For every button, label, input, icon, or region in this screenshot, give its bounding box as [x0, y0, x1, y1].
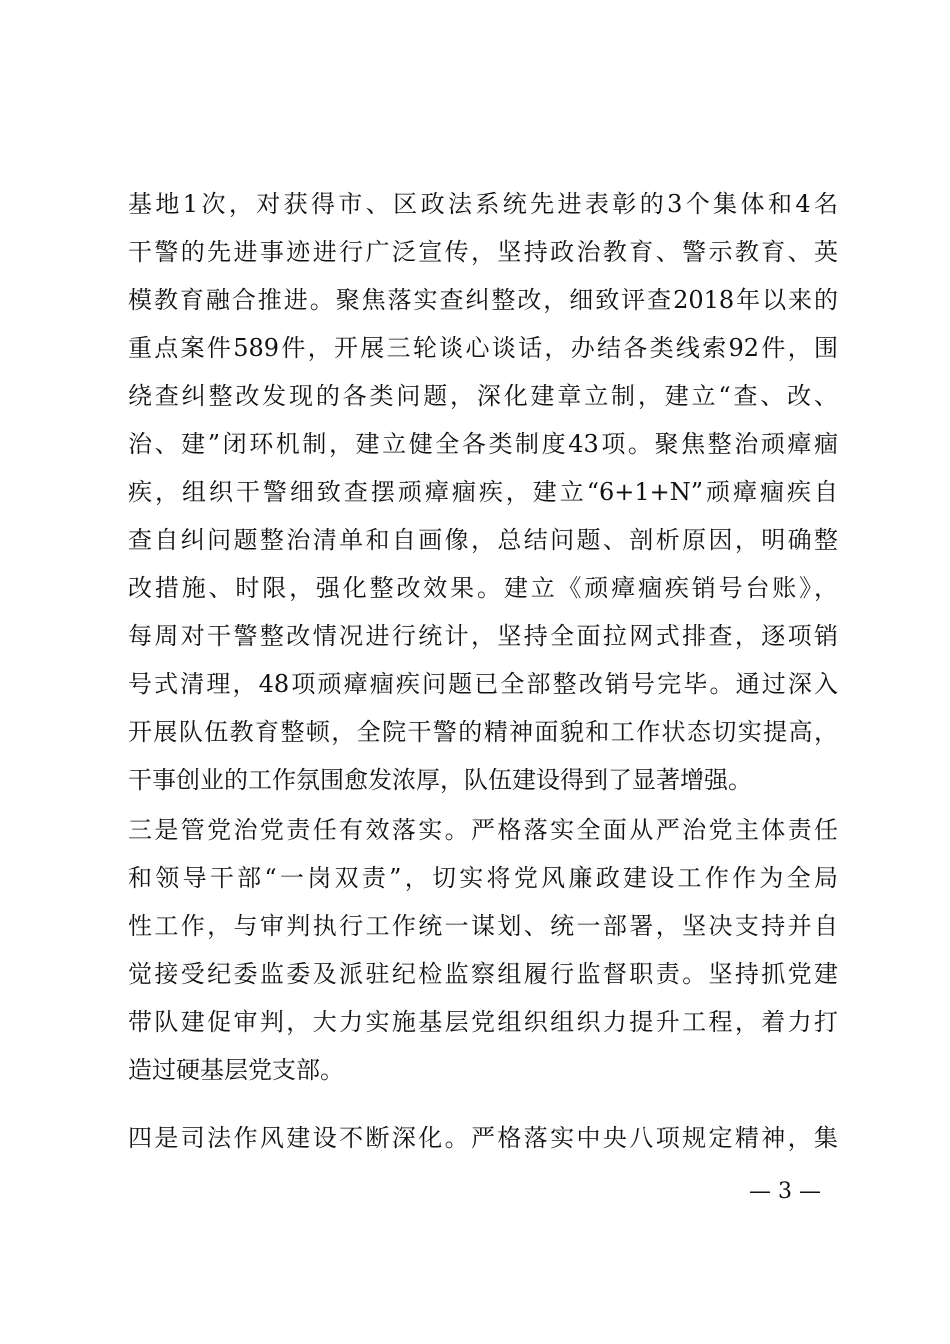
- text-line: 和领导干部“一岗双责”，切实将党风廉政建设工作作为全局: [128, 864, 838, 892]
- text-line: 模教育融合推进。聚焦落实查纠整改，细致评查2018年以来的: [128, 286, 838, 314]
- text-line: 号式清理，48项顽瘴痼疾问题已全部整改销号完毕。通过深入: [128, 670, 838, 698]
- text-line: 开展队伍教育整顿，全院干警的精神面貌和工作状态切实提高，: [128, 718, 838, 746]
- text-line: 四是司法作风建设不断深化。严格落实中央八项规定精神，集: [128, 1124, 838, 1152]
- text-line: 三是管党治党责任有效落实。严格落实全面从严治党主体责任: [128, 816, 838, 844]
- text-line: 干事创业的工作氛围愈发浓厚，队伍建设得到了显著增强。: [128, 766, 752, 794]
- paragraph-team-building: [128, 180, 838, 804]
- page-number: — 3 —: [749, 1179, 821, 1204]
- text-line: 觉接受纪委监委及派驻纪检监察组履行监督职责。坚持抓党建: [128, 960, 838, 988]
- text-line: 改措施、时限，强化整改效果。建立《顽瘴痼疾销号台账》，: [128, 574, 838, 602]
- text-line: 治、建”闭环机制，建立健全各类制度43项。聚焦整治顽瘴痼: [128, 430, 838, 458]
- text-line: 基地1次，对获得市、区政法系统先进表彰的3个集体和4名: [128, 190, 838, 218]
- text-line: 干警的先进事迹进行广泛宣传，坚持政治教育、警示教育、英: [128, 238, 838, 266]
- text-line: 疾，组织干警细致查摆顽瘴痼疾，建立“6+1+N”顽瘴痼疾自: [128, 478, 838, 506]
- text-line: 绕查纠整改发现的各类问题，深化建章立制，建立“查、改、: [128, 382, 838, 410]
- paragraph-party-responsibility: [128, 806, 838, 1094]
- text-line: 重点案件589件，开展三轮谈心谈话，办结各类线索92件，围: [128, 334, 838, 362]
- text-line: 性工作，与审判执行工作统一谋划、统一部署，坚决支持并自: [128, 912, 838, 940]
- text-line: 查自纠问题整治清单和自画像，总结问题、剖析原因，明确整: [128, 526, 838, 554]
- paragraph-judicial-style: [128, 1114, 838, 1162]
- text-line: 每周对干警整改情况进行统计，坚持全面拉网式排查，逐项销: [128, 622, 838, 650]
- text-line: 带队建促审判，大力实施基层党组织组织力提升工程，着力打: [128, 1008, 838, 1036]
- text-line: 造过硬基层党支部。: [128, 1056, 344, 1084]
